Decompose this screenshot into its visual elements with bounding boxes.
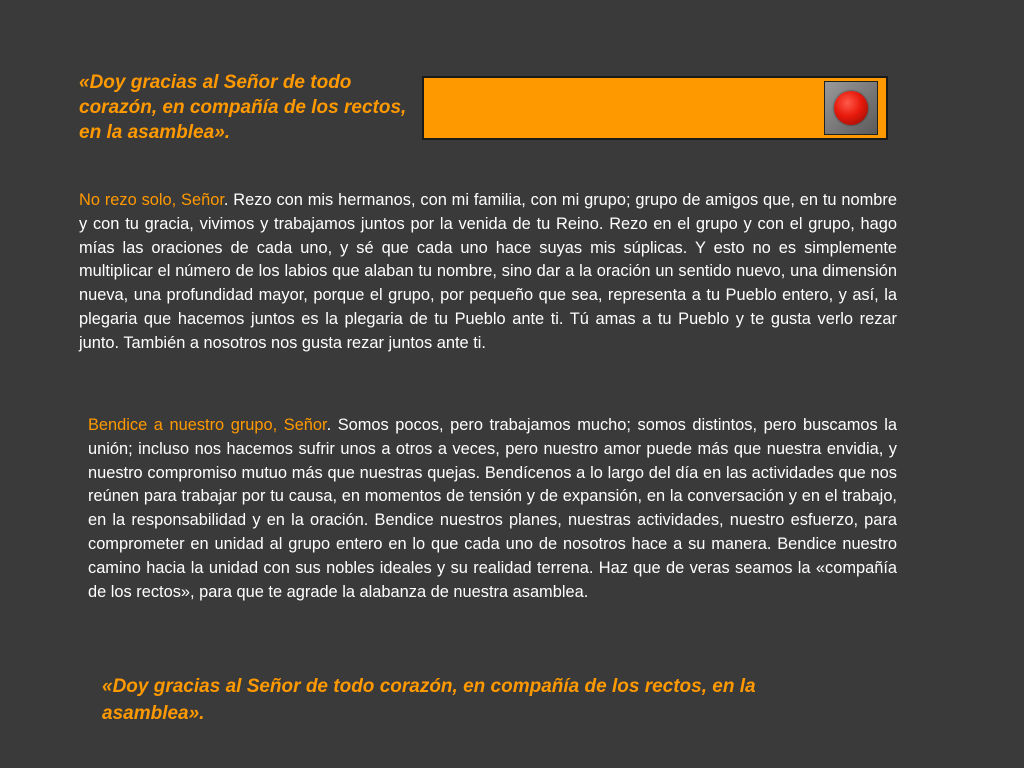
paragraph-bendice-grupo	[88, 414, 897, 604]
closing-quote: «Doy gracias al Señor de todo corazón, en compañía de los rectos, en la asamblea».	[102, 676, 756, 724]
paragraph-body: . Somos pocos, pero trabajamos mucho; somos distintos, pero buscamos la unión; incluso nos hacemos sufrir unos a otros a veces, pero nuestro amor puede más que nuestra envidia, y nuestro compromiso mutuo más que nuestras quejas. Bendícenos a lo largo del día en las actividades que nos reúnen para trabajar por tu causa, en momentos de tensión y de expansión, en la conversación y en el trabajo, en la responsabilidad y en la oración. Bendice nuestros planes, nuestras actividades, nuestro esfuerzo, para comprometer en unidad al grupo entero en lo que cada uno de nosotros hace a su manera. Bendice nuestro camino hacia la unidad con sus nobles ideales y su realidad terrena. Haz que de veras seamos la «compañía de los rectos», para que te agrade la alabanza de nuestra asamblea.	[88, 416, 897, 601]
paragraph-rezo-en-grupo	[79, 189, 897, 356]
record-button[interactable]	[824, 81, 878, 135]
opening-quote: «Doy gracias al Señor de todo corazón, en compañía de los rectos, en la asamblea».	[79, 72, 407, 143]
paragraph-body: . Rezo con mis hermanos, con mi familia, con mi grupo; grupo de amigos que, en tu nombre y con tu gracia, vivimos y trabajamos juntos por la venida de tu Reino. Rezo en el grupo y con el grupo, hago mías las oraciones de cada uno, y sé que cada uno hace suyas mis súplicas. Y esto no es simplemente multiplicar el número de los labios que alaban tu nombre, sino dar a la oración un sentido nuevo, una dimensión nueva, una profundidad mayor, porque el grupo, por pequeño que sea, representa a tu Pueblo entero, y así, la plegaria que hacemos juntos es la plegaria de tu Pueblo ante ti. Tú amas a tu Pueblo y te gusta verlo rezar junto. También a nosotros nos gusta rezar juntos ante ti.	[79, 191, 897, 352]
record-icon	[834, 91, 868, 125]
paragraph-lead: Bendice a nuestro grupo, Señor	[88, 416, 327, 434]
orange-banner	[422, 76, 888, 140]
paragraph-lead: No rezo solo, Señor	[79, 191, 224, 209]
